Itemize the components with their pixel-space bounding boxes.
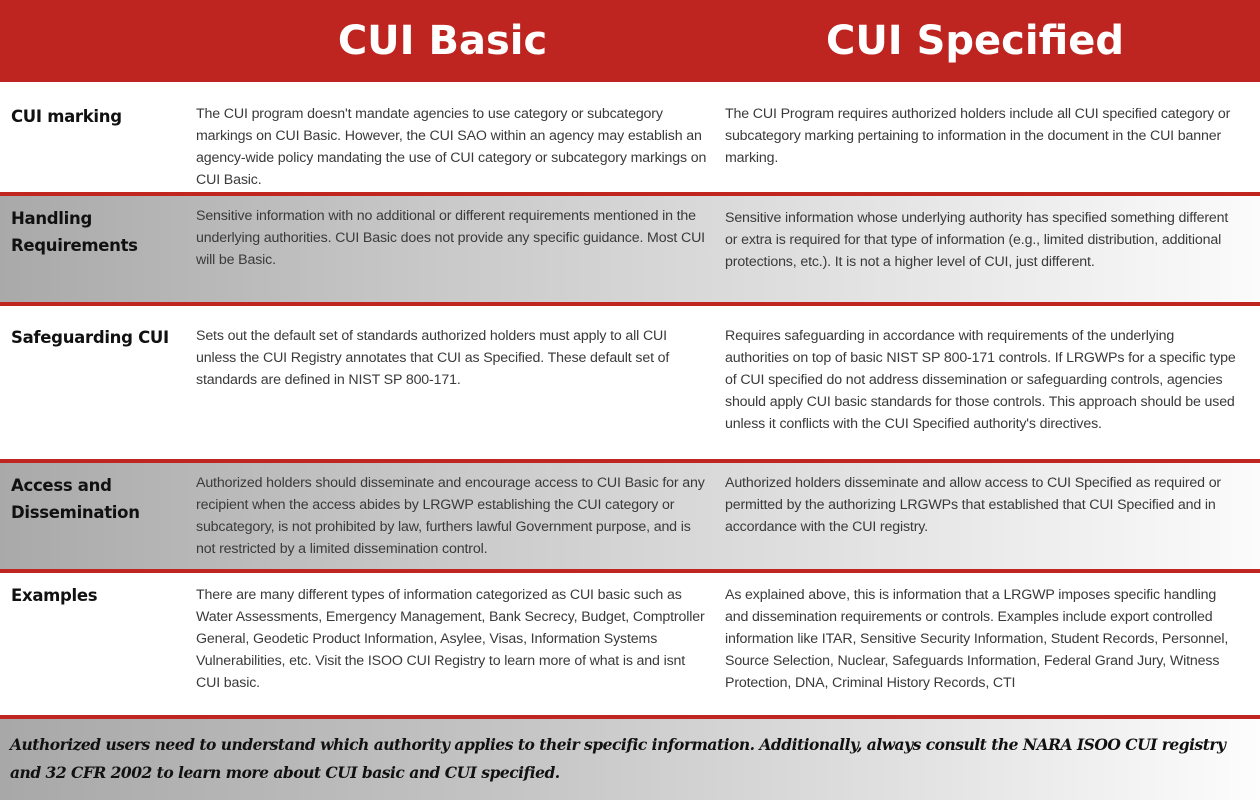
- column-header-cui-specified: CUI Specified: [825, 18, 1125, 64]
- cell-cui-basic: Sets out the default set of standards authorized holders must apply to all CUI unless the CUI Registry annotates that CUI as Specified. These default set of standards are defined in NIST SP 800-171.: [196, 328, 670, 388]
- table-row-safeguarding-cui: [0, 306, 1260, 463]
- cell-cui-basic: The CUI program doesn't mandate agencies to use category or subcategory markings on CUI Basic. However, the CUI SAO within an agency may establish an agency-wide policy mandating the use of CUI category or subcategory markings on CUI Basic.: [196, 106, 707, 188]
- row-label: Access and Dissemination: [11, 476, 140, 522]
- row-label: Handling Requirements: [11, 209, 138, 255]
- row-label: CUI marking: [11, 107, 122, 126]
- table-row-handling-requirements: [0, 196, 1260, 306]
- cell-cui-specified: The CUI Program requires authorized holders include all CUI specified category or subcategory marking pertaining to information in the document in the CUI banner marking.: [725, 106, 1231, 166]
- table-header: [0, 0, 1260, 82]
- cell-cui-basic: Sensitive information with no additional or different requirements mentioned in the underlying authorities. CUI Basic does not provide any specific guidance. Most CUI will be Basic.: [196, 208, 705, 268]
- row-label: Examples: [11, 586, 98, 605]
- cell-cui-specified: Authorized holders disseminate and allow access to CUI Specified as required or permitted by the authorizing LRGWPs that established that CUI Specified and in accordance with the CUI registry.: [725, 475, 1222, 535]
- table-row-cui-marking: [0, 82, 1260, 196]
- cell-cui-specified: Requires safeguarding in accordance with requirements of the underlying authorities on top of basic NIST SP 800-171 controls. If LRGWPs for a specific type of CUI specified do not address dissemination or safeguarding controls, agencies should apply CUI basic standards for those controls. This approach should be used unless it conflicts with the CUI Specified authority's directives.: [725, 328, 1236, 432]
- row-label: Safeguarding CUI: [11, 328, 169, 347]
- footer-note-panel: [0, 719, 1260, 800]
- cell-cui-basic: Authorized holders should disseminate and encourage access to CUI Basic for any recipient when the access abides by LRGWP establishing the CUI category or subcategory, is not prohibited by law, furthers lawful Government purpose, and is not restricted by a limited dissemination control.: [196, 475, 705, 557]
- cell-cui-specified: Sensitive information whose underlying authority has specified something different or extra is required for that type of information (e.g., limited distribution, additional protections, etc.). It is not a higher level of CUI, just different.: [725, 210, 1229, 270]
- cell-cui-basic: There are many different types of information categorized as CUI basic such as Water Assessments, Emergency Management, Bank Secrecy, Budget, Comptroller General, Geodetic Product Information, Asylee, Visas, Information Systems Vulnerabilities, etc. Visit the ISOO CUI Registry to learn more of what is and isnt CUI basic.: [196, 587, 705, 691]
- cell-cui-specified: As explained above, this is information that a LRGWP imposes specific handling and dissemination requirements or controls. Examples include export controlled information like ITAR, Sensitive Security Information, Student Records, Personnel, Source Selection, Nuclear, Safeguards Information, Federal Grand Jury, Witness Protection, DNA, Criminal History Records, CTI: [725, 587, 1229, 691]
- table-row-examples: [0, 573, 1260, 719]
- footer-note: Authorized users need to understand which authority applies to their specific information. Additionally, always consult the NARA ISOO CUI registry and 32 CFR 2002 to learn more about CUI basic and CUI specified.: [10, 735, 1226, 782]
- column-header-cui-basic: CUI Basic: [337, 18, 548, 64]
- table-row-access-and-dissemination: [0, 463, 1260, 573]
